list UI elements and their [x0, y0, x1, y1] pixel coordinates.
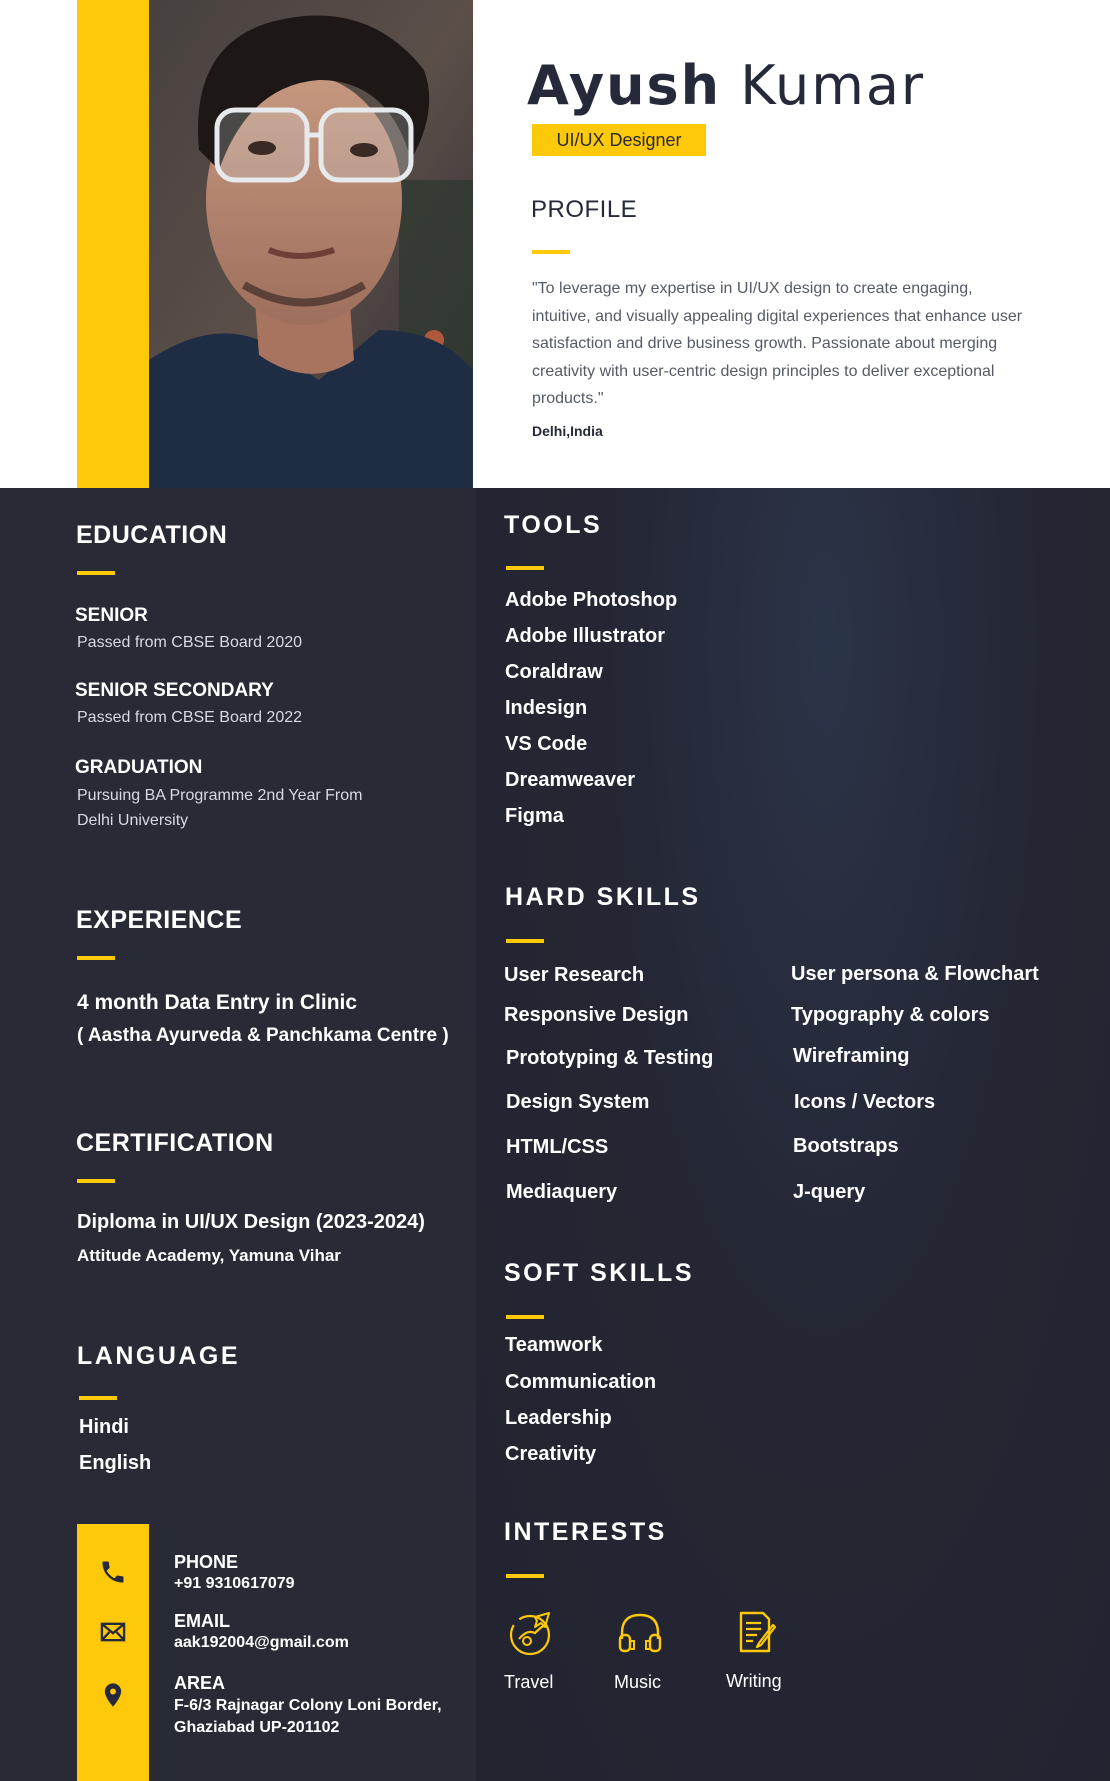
- language-heading: LANGUAGE: [77, 1342, 241, 1370]
- hard-skill-item: Mediaquery: [506, 1181, 618, 1203]
- area-line-1: F-6/3 Rajnagar Colony Loni Border,: [174, 1697, 442, 1714]
- tool-item: Indesign: [505, 697, 588, 719]
- language-item: Hindi: [79, 1416, 129, 1438]
- phone-icon: [99, 1558, 127, 1586]
- interest-label: Music: [614, 1672, 662, 1692]
- hard-skill-item: Prototyping & Testing: [506, 1047, 714, 1069]
- email-value[interactable]: aak192004@gmail.com: [174, 1634, 349, 1651]
- tools-heading: TOOLS: [504, 511, 603, 539]
- soft-skill-item: Teamwork: [505, 1334, 603, 1356]
- area-label: AREA: [174, 1673, 226, 1693]
- location-pin-icon: [99, 1681, 127, 1709]
- education-heading: EDUCATION: [76, 521, 228, 549]
- tool-item: Adobe Illustrator: [505, 625, 666, 647]
- interests-heading: INTERESTS: [504, 1518, 667, 1546]
- phone-value[interactable]: +91 9310617079: [174, 1575, 295, 1592]
- education-item-detail: Passed from CBSE Board 2020: [77, 634, 303, 651]
- headphones-icon: [614, 1607, 666, 1659]
- hard-skill-item: Wireframing: [793, 1045, 910, 1067]
- profile-divider: [532, 250, 570, 254]
- soft-skills-heading: SOFT SKILLS: [504, 1259, 694, 1287]
- hard-skill-item: Typography & colors: [791, 1004, 990, 1026]
- person-name: Ayush Kumar: [527, 54, 926, 117]
- soft-skill-item: Leadership: [505, 1407, 612, 1429]
- writing-icon: [731, 1607, 783, 1659]
- certification-heading: CERTIFICATION: [76, 1129, 274, 1157]
- certification-institute: Attitude Academy, Yamuna Vihar: [77, 1246, 341, 1265]
- tool-item: Dreamweaver: [505, 769, 636, 791]
- education-item-detail: Pursuing BA Programme 2nd Year From Delhi University: [77, 787, 363, 829]
- hard-skill-item: User Research: [504, 964, 645, 986]
- soft-skills-divider: [506, 1315, 544, 1319]
- education-divider: [77, 571, 115, 575]
- tool-item: VS Code: [505, 733, 588, 755]
- profile-photo: [149, 0, 473, 488]
- hard-skill-item: Bootstraps: [793, 1135, 899, 1157]
- area-line-2: Ghaziabad UP-201102: [174, 1719, 340, 1736]
- education-item-heading: SENIOR: [75, 605, 148, 626]
- certification-divider: [77, 1179, 115, 1183]
- education-item-heading: SENIOR SECONDARY: [75, 680, 274, 701]
- hard-skill-item: Responsive Design: [504, 1004, 689, 1026]
- hard-skills-divider: [506, 939, 544, 943]
- language-item: English: [79, 1452, 152, 1474]
- education-item-detail: Passed from CBSE Board 2022: [77, 709, 303, 726]
- mail-icon: [99, 1618, 127, 1646]
- interests-divider: [506, 1574, 544, 1578]
- location-text: Delhi,India: [532, 423, 603, 439]
- experience-role: 4 month Data Entry in Clinic: [77, 991, 358, 1014]
- hard-skill-item: Icons / Vectors: [794, 1091, 936, 1113]
- profile-heading: PROFILE: [531, 196, 638, 223]
- soft-skill-item: Communication: [505, 1371, 657, 1393]
- role-badge: UI/UX Designer: [532, 124, 706, 156]
- hard-skill-item: User persona & Flowchart: [791, 963, 1039, 985]
- certification-title: Diploma in UI/UX Design (2023-2024): [77, 1211, 425, 1233]
- education-item-heading: GRADUATION: [75, 757, 203, 778]
- tool-item: Figma: [505, 805, 564, 827]
- travel-icon: [505, 1607, 557, 1659]
- hard-skill-item: HTML/CSS: [506, 1136, 609, 1158]
- hard-skill-item: J-query: [793, 1181, 866, 1203]
- tools-divider: [506, 566, 544, 570]
- language-divider: [79, 1396, 117, 1400]
- experience-divider: [77, 956, 115, 960]
- hard-skills-heading: HARD SKILLS: [505, 883, 701, 911]
- interest-label: Writing: [726, 1671, 782, 1691]
- interest-label: Travel: [504, 1672, 554, 1692]
- phone-label: PHONE: [174, 1552, 239, 1572]
- experience-heading: EXPERIENCE: [76, 906, 243, 934]
- soft-skill-item: Creativity: [505, 1443, 597, 1465]
- email-label: EMAIL: [174, 1611, 230, 1631]
- tool-item: Coraldraw: [505, 661, 603, 683]
- experience-company: ( Aastha Ayurveda & Panchkama Centre ): [77, 1025, 449, 1046]
- tool-item: Adobe Photoshop: [505, 589, 678, 611]
- hard-skill-item: Design System: [506, 1091, 650, 1113]
- profile-summary: "To leverage my expertise in UI/UX design to create engaging, intuitive, and visually appealing digital experiences that enhance user satisfaction and drive business growth. Passionate about merging creativity with user-centric design principles to deliver exceptional products.": [532, 280, 1023, 407]
- accent-bar: [77, 0, 149, 488]
